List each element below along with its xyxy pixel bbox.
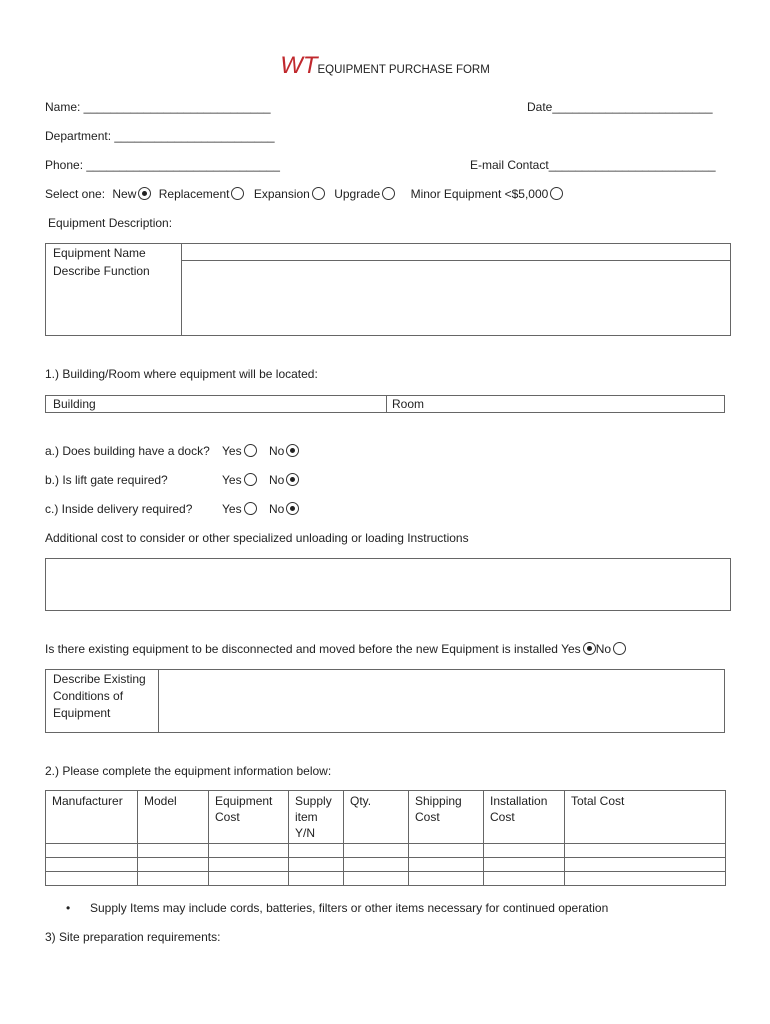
equipment-name-label: Equipment Name <box>53 246 146 260</box>
option-minor-equipment-label: Minor Equipment <$5,000 <box>410 187 549 201</box>
table-cell[interactable] <box>46 872 138 886</box>
phone-field[interactable]: Phone: _____________________________ <box>45 158 280 172</box>
additional-cost-input[interactable] <box>45 558 731 611</box>
dock-no-radio[interactable] <box>286 444 299 457</box>
radio-minor-equipment[interactable] <box>550 187 563 200</box>
existing-conditions-label-3: Equipment <box>53 706 111 720</box>
table-cell[interactable] <box>289 844 344 858</box>
table-cell[interactable] <box>209 858 289 872</box>
existing-no-radio[interactable] <box>613 642 626 655</box>
existing-yes-label: Yes <box>561 642 581 656</box>
existing-conditions-input[interactable] <box>159 670 724 732</box>
header-model: Model <box>138 791 209 844</box>
inside-delivery-no-group <box>269 502 299 516</box>
header-qty: Qty. <box>344 791 409 844</box>
option-expansion-label: Expansion <box>253 187 310 201</box>
table-cell[interactable] <box>289 872 344 886</box>
table-header-row <box>46 791 726 844</box>
wt-logo: WT <box>280 52 318 79</box>
table-cell[interactable] <box>565 858 726 872</box>
table-row <box>46 844 726 858</box>
existing-conditions-label-1: Describe Existing <box>53 672 146 686</box>
building-room-question: 1.) Building/Room where equipment will be located: <box>45 367 318 381</box>
header-total-cost: Total Cost <box>565 791 726 844</box>
dock-yes-radio[interactable] <box>244 444 257 457</box>
table-cell[interactable] <box>138 858 209 872</box>
option-new-label: New <box>112 187 137 201</box>
table-row <box>46 858 726 872</box>
header-installation-cost: Installation Cost <box>484 791 565 844</box>
additional-cost-label: Additional cost to consider or other specialized unloading or loading Instructions <box>45 531 469 545</box>
building-input[interactable] <box>110 396 384 412</box>
table-cell[interactable] <box>565 844 726 858</box>
dock-yes-label: Yes <box>222 444 242 458</box>
lift-gate-no-radio[interactable] <box>286 473 299 486</box>
table-cell[interactable] <box>409 858 484 872</box>
lift-gate-question: b.) Is lift gate required? <box>45 473 168 487</box>
inside-delivery-no-radio[interactable] <box>286 502 299 515</box>
table-cell[interactable] <box>209 872 289 886</box>
option-upgrade-label: Upgrade <box>334 187 381 201</box>
existing-equipment-row <box>45 642 626 656</box>
equipment-info-question: 2.) Please complete the equipment information below: <box>45 764 332 778</box>
existing-equipment-question: Is there existing equipment to be disconnected and moved before the new Equipment is installed <box>45 642 558 656</box>
table-cell[interactable] <box>209 844 289 858</box>
describe-function-label: Describe Function <box>53 264 150 278</box>
date-field[interactable]: Date________________________ <box>527 100 713 114</box>
inside-delivery-no-label: No <box>269 502 285 516</box>
describe-function-input[interactable] <box>182 261 730 335</box>
table-row <box>46 872 726 886</box>
table-cell[interactable] <box>344 872 409 886</box>
name-field[interactable]: Name: ____________________________ <box>45 100 271 114</box>
table-cell[interactable] <box>289 858 344 872</box>
room-label: Room <box>392 397 425 411</box>
equipment-description-label: Equipment Description: <box>48 216 173 230</box>
select-one-row <box>45 187 563 201</box>
lift-gate-yes-group <box>222 473 257 487</box>
email-field[interactable]: E-mail Contact_________________________ <box>470 158 716 172</box>
dock-no-group <box>269 444 299 458</box>
header-equipment-cost: Equipment Cost <box>209 791 289 844</box>
table-cell[interactable] <box>409 872 484 886</box>
header-manufacturer: Manufacturer <box>46 791 138 844</box>
department-field[interactable]: Department: ________________________ <box>45 129 275 143</box>
equipment-name-input[interactable] <box>182 244 730 260</box>
header-supply-item: Supply item Y/N <box>289 791 344 844</box>
option-replacement-label: Replacement <box>158 187 230 201</box>
radio-replacement[interactable] <box>231 187 244 200</box>
building-label: Building <box>53 397 96 411</box>
table-cell[interactable] <box>484 858 565 872</box>
bullet-dot: • <box>66 901 71 915</box>
lift-gate-yes-label: Yes <box>222 473 242 487</box>
inside-delivery-yes-radio[interactable] <box>244 502 257 515</box>
table-cell[interactable] <box>46 858 138 872</box>
room-input[interactable] <box>430 396 724 412</box>
radio-expansion[interactable] <box>312 187 325 200</box>
existing-yes-radio[interactable] <box>583 642 596 655</box>
lift-gate-yes-radio[interactable] <box>244 473 257 486</box>
table-cell[interactable] <box>484 872 565 886</box>
form-title <box>0 52 770 80</box>
header-shipping-cost: Shipping Cost <box>409 791 484 844</box>
radio-new[interactable] <box>138 187 151 200</box>
table-cell[interactable] <box>138 872 209 886</box>
site-preparation-heading: 3) Site preparation requirements: <box>45 930 221 944</box>
inside-delivery-yes-label: Yes <box>222 502 242 516</box>
supply-items-note: Supply Items may include cords, batteries, filters or other items necessary for continued operation <box>90 901 609 915</box>
table-cell[interactable] <box>344 858 409 872</box>
existing-conditions-label-2: Conditions of <box>53 689 124 703</box>
table-cell[interactable] <box>484 844 565 858</box>
equipment-info-table <box>45 790 726 886</box>
select-one-label: Select one: <box>45 187 106 201</box>
existing-no-label: No <box>595 642 612 656</box>
table-cell[interactable] <box>344 844 409 858</box>
table-cell[interactable] <box>565 872 726 886</box>
form-title-text: EQUIPMENT PURCHASE FORM <box>317 64 490 76</box>
lift-gate-no-label: No <box>269 473 285 487</box>
inside-delivery-yes-group <box>222 502 257 516</box>
table-cell[interactable] <box>138 844 209 858</box>
dock-question: a.) Does building have a dock? <box>45 444 210 458</box>
lift-gate-no-group <box>269 473 299 487</box>
radio-upgrade[interactable] <box>382 187 395 200</box>
inside-delivery-question: c.) Inside delivery required? <box>45 502 193 516</box>
dock-yes-group <box>222 444 257 458</box>
dock-no-label: No <box>269 444 285 458</box>
table-cell[interactable] <box>46 844 138 858</box>
table-cell[interactable] <box>409 844 484 858</box>
